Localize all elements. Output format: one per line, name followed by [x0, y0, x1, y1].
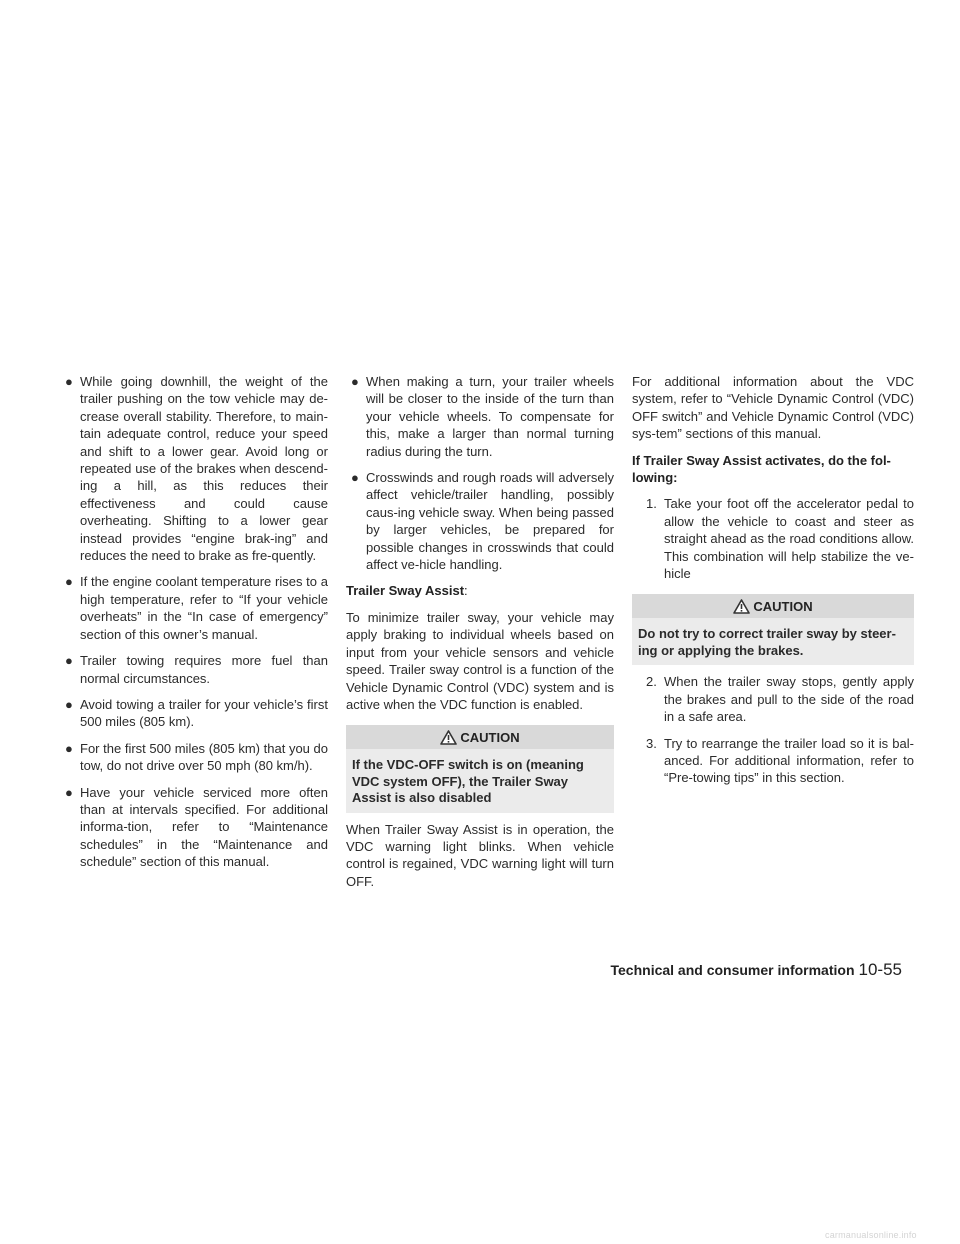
- caution-header: [346, 725, 614, 749]
- column-right: [632, 373, 914, 796]
- step-text: When the trailer sway stops, gently apply the brakes and pull to the side of the road in a safe area.: [664, 674, 914, 725]
- list-item-text: While going downhill, the weight of the trailer pushing on the tow vehicle may de-crease overall stability. Therefore, to main-tain adequate control, reduce your speed and shift to a lower gear. Avoid long or repeated use of the brakes when descend-ing a hill, as this reduces their effectiveness and could cause overheating. Shifting to a lower gear instead provides “engine brak-ing” and reduces the need to brake as fre-quently.: [80, 374, 328, 564]
- list-item-text: Avoid towing a trailer for your vehicle’s first 500 miles (805 km).: [80, 696, 328, 730]
- list-item: [60, 696, 328, 731]
- warning-triangle-icon: [733, 599, 750, 614]
- list-item: [60, 652, 328, 687]
- step-item: [632, 735, 914, 787]
- caution-label: CAUTION: [460, 729, 520, 745]
- list-item: [60, 784, 328, 871]
- caution-label: CAUTION: [753, 598, 813, 614]
- step-number: 3.: [646, 735, 657, 751]
- list-item: [346, 469, 614, 573]
- list-item-text: Crosswinds and rough roads will adversely affect vehicle/trailer handling, possibly caus-ing vehicle sway. When being passed by larger vehicles, be prepared for possible changes in crosswinds that could affect ve-hicle handling.: [366, 470, 614, 573]
- heading-text: Trailer Sway Assist: [346, 583, 465, 599]
- trailer-sway-intro: To minimize trailer sway, your vehicle may apply braking to individual wheels based on input from your vehicle sensors and vehicle speed. Trailer sway control is a function of the Vehicle Dynamic Control (VDC) system and is active when the VDC function is enabled.: [346, 609, 614, 712]
- list-item: [60, 573, 328, 643]
- caution-header: [632, 594, 914, 618]
- bullet-icon: ●: [65, 374, 73, 389]
- step-number: 2.: [646, 674, 657, 690]
- list-item-text: Have your vehicle serviced more often than at intervals specified. For additional informa-tion, refer to “Maintenance schedules” in the “Maintenance and schedule” section of this manual.: [80, 784, 328, 870]
- step-number: 1.: [646, 496, 657, 512]
- trailer-sway-assist-heading: [346, 582, 614, 599]
- step-text: Try to rearrange the trailer load so it is bal-anced. For additional information, refer to “Pre-towing tips” in this section.: [664, 735, 914, 786]
- watermark: carmanualsonline.info: [825, 1230, 917, 1240]
- page-number: 10-55: [858, 960, 902, 979]
- sway-activates-heading: If Trailer Sway Assist activates, do the fol-lowing:: [632, 452, 891, 486]
- list-item: [60, 373, 328, 564]
- heading-colon: :: [464, 583, 468, 599]
- step-item: [632, 495, 914, 582]
- list-item-text: If the engine coolant temperature rises to a high temperature, refer to “If your vehicle overheats” in the “In case of emergency” section of this owner’s manual.: [80, 574, 328, 642]
- page-footer: [611, 961, 903, 979]
- list-item-text: When making a turn, your trailer wheels will be closer to the inside of the turn than your vehicle wheels. To compensate for this, make a larger than normal turning radius during the turn.: [366, 374, 614, 459]
- column-left: [60, 373, 328, 880]
- section-title: Technical and consumer information: [610, 962, 855, 978]
- bullet-icon: ●: [65, 740, 73, 756]
- list-item: [60, 740, 328, 775]
- list-item: [346, 373, 614, 460]
- bullet-icon: ●: [351, 374, 359, 389]
- caution-text: Do not try to correct trailer sway by steer-ing or applying the brakes.: [632, 618, 914, 665]
- bullet-icon: ●: [65, 653, 73, 669]
- list-item-text: For the first 500 miles (805 km) that you do tow, do not drive over 50 mph (80 km/h).: [80, 740, 328, 774]
- bullet-icon: ●: [65, 696, 73, 712]
- vdc-reference: For additional information about the VDC system, refer to “Vehicle Dynamic Control (VDC) OFF switch” and Vehicle Dynamic Control (VDC) sys-tem” sections of this manual.: [632, 374, 914, 442]
- trailer-sway-operation: When Trailer Sway Assist is in operation, the VDC warning light blinks. When vehicle control is regained, VDC warning light will turn OFF.: [346, 821, 614, 889]
- bullet-icon: ●: [65, 574, 73, 590]
- bullet-icon: ●: [65, 784, 73, 800]
- warning-triangle-icon: [440, 730, 457, 745]
- caution-text: If the VDC-OFF switch is on (meaning VDC system OFF), the Trailer Sway Assist is also disabled: [346, 749, 614, 812]
- column-middle: [346, 373, 614, 899]
- step-item: [632, 673, 914, 725]
- step-text: Take your foot off the accelerator pedal to allow the vehicle to coast and steer as straight ahead as the road conditions allow. This combination will help stabilize the ve-hicle: [664, 496, 914, 582]
- bullet-icon: ●: [351, 470, 359, 486]
- list-item-text: Trailer towing requires more fuel than normal circumstances.: [80, 653, 328, 686]
